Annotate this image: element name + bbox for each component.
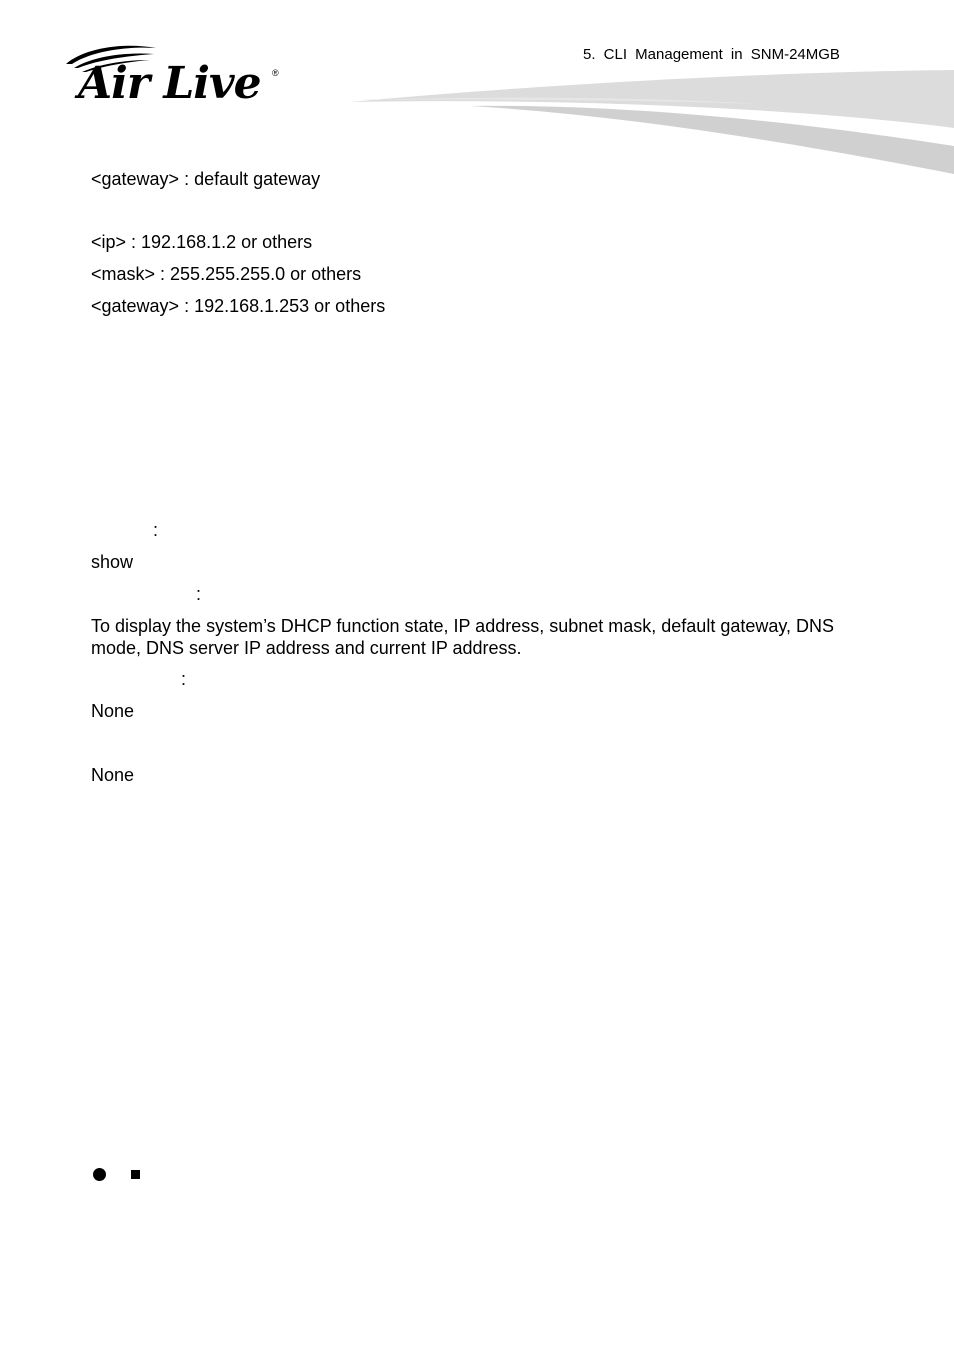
bullet-dot-icon [93, 1168, 106, 1181]
description-label-colon: : [196, 584, 202, 604]
param-ip-example: <ip> : 192.168.1.2 or others [91, 232, 313, 252]
command-description: To display the system’s DHCP function state, IP address, subnet mask, default gateway, DNS mode, DNS server IP address and current IP address. [91, 616, 835, 658]
command-label-colon: : [153, 520, 159, 540]
param-mask-example: <mask> : 255.255.255.0 or others [91, 264, 362, 284]
bullet-square-icon [131, 1170, 140, 1179]
logo-wordmark: Air Live [78, 58, 261, 109]
command-name: show [91, 552, 134, 572]
airlive-logo [60, 40, 290, 110]
param-gateway-description: <gateway> : default gateway [91, 169, 321, 189]
argument-value: None [91, 701, 135, 721]
bullet-row [91, 1166, 151, 1186]
param-gateway-example: <gateway> : 192.168.1.253 or others [91, 296, 386, 316]
registered-mark: ® [272, 68, 279, 78]
possible-value: None [91, 765, 135, 785]
page-header-title: 5. CLI Management in SNM-24MGB [583, 46, 840, 63]
argument-label-colon: : [181, 669, 187, 689]
